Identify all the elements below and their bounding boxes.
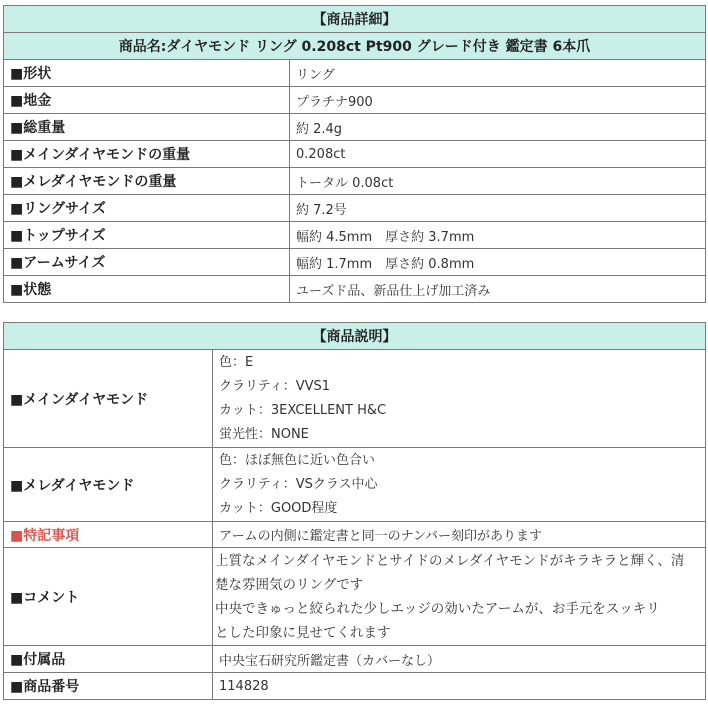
detail-label: ■総重量 [4,114,290,141]
detail-value: トータル 0.08ct [290,168,706,195]
product-title-row [4,33,706,60]
detail-row-arm-size [4,249,706,276]
detail-row-main-diamond-weight [4,141,706,168]
item-number-value: 114828 [213,673,706,700]
detail-label: ■メレダイヤモンドの重量 [4,168,290,195]
item-number-label: ■商品番号 [4,673,213,700]
detail-label: ■メインダイヤモンドの重量 [4,141,290,168]
spec-line: カット：3EXCELLENT H&C [219,402,387,418]
detail-value: プラチナ900 [290,87,706,114]
spec-line: クラリティ：VSクラス中心 [219,476,378,492]
comment-line: 楚な雰囲気のリングです [215,576,364,593]
detail-label: ■地金 [4,87,290,114]
detail-value: 幅約 1.7mm 厚さ約 0.8mm [290,249,706,276]
details-header: 【商品詳細】 [4,6,706,33]
spec-line: カット：GOOD程度 [219,500,338,516]
accessories-label: ■付属品 [4,646,213,673]
detail-row-melee-weight [4,168,706,195]
melee-diamond-row [4,448,706,522]
spec-line: 蛍光性：NONE [219,426,309,442]
detail-label: ■トップサイズ [4,222,290,249]
detail-label: ■アームサイズ [4,249,290,276]
detail-row-top-size [4,222,706,249]
main-diamond-specs [213,350,706,448]
detail-label: ■形状 [4,60,290,87]
item-number-row [4,673,706,700]
comment-label: ■コメント [4,548,213,646]
detail-row-total-weight [4,114,706,141]
detail-value: リング [290,60,706,87]
spec-line: クラリティ：VVS1 [219,378,331,394]
comment-line: とした印象に見せてくれます [215,624,391,641]
product-description-table [3,322,706,700]
detail-label: ■リングサイズ [4,195,290,222]
accessories-row [4,646,706,673]
comment-text [213,548,706,646]
product-details-table [3,5,706,303]
detail-value: ユーズド品、新品仕上げ加工済み [290,276,706,303]
description-header-row [4,323,706,350]
spec-line: 色：E [219,354,254,370]
detail-row-condition [4,276,706,303]
product-title: 商品名:ダイヤモンド リング 0.208ct Pt900 グレード付き 鑑定書 6本爪 [4,33,706,60]
details-header-row [4,6,706,33]
main-diamond-row [4,350,706,448]
special-notes-label: ■特記事項 [4,522,213,548]
spec-line: 色：ほぼ無色に近い色合い [219,452,376,468]
comment-line: 中央できゅっと絞られた少しエッジの効いたアームが、お手元をスッキリ [215,600,660,617]
main-diamond-label: ■メインダイヤモンド [4,350,213,448]
detail-row-ring-size [4,195,706,222]
comment-line: 上質なメインダイヤモンドとサイドのメレダイヤモンドがキラキラと輝く、清 [215,552,685,569]
detail-value: 約 7.2号 [290,195,706,222]
detail-label: ■状態 [4,276,290,303]
special-notes-value: アームの内側に鑑定書と同一のナンバー刻印があります [213,522,706,548]
special-notes-row [4,522,706,548]
melee-diamond-specs [213,448,706,522]
detail-row-shape [4,60,706,87]
detail-value: 幅約 4.5mm 厚さ約 3.7mm [290,222,706,249]
melee-diamond-label: ■メレダイヤモンド [4,448,213,522]
detail-value: 0.208ct [290,141,706,168]
comment-row [4,548,706,646]
detail-row-metal [4,87,706,114]
accessories-value: 中央宝石研究所鑑定書（カバーなし） [213,646,706,673]
description-header: 【商品説明】 [4,323,706,350]
detail-value: 約 2.4g [290,114,706,141]
